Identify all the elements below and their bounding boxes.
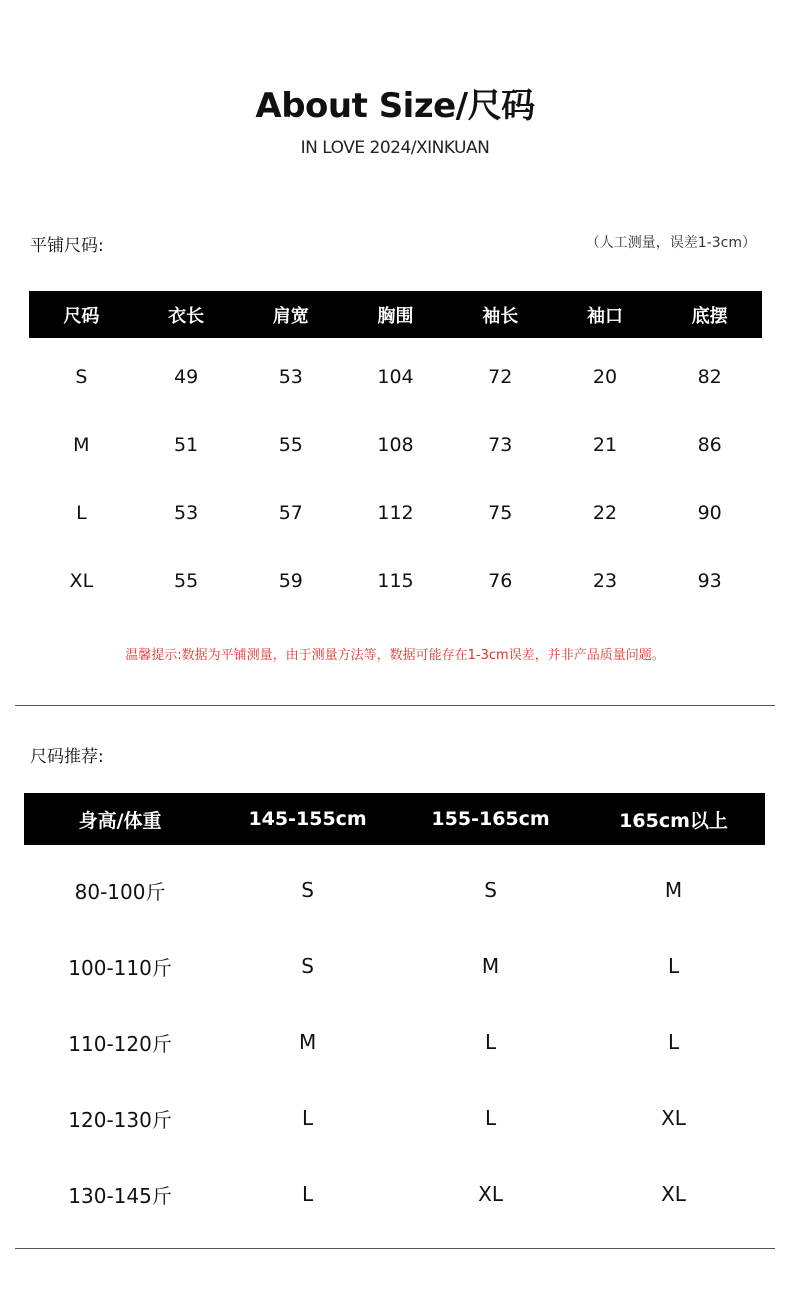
section-divider [15, 705, 775, 706]
table-cell: 22 [592, 502, 618, 524]
table-cell: 21 [592, 434, 618, 456]
column-header: 袖口 [586, 305, 623, 327]
table-cell: 130-145斤 [68, 1183, 172, 1208]
table-row [24, 1004, 765, 1080]
column-header: 衣长 [168, 305, 205, 327]
table-cell: S [301, 878, 314, 902]
table-cell: 53 [173, 502, 199, 524]
table-cell: M [664, 878, 683, 902]
table-cell: 112 [377, 502, 414, 524]
flat-size-label: 平铺尺码: [30, 236, 104, 256]
table-cell: S [75, 366, 88, 388]
recommend-table-header [24, 793, 765, 845]
table-cell: 23 [592, 570, 618, 592]
table-row [29, 343, 762, 411]
table-cell: 55 [278, 434, 303, 456]
table-cell: L [484, 1030, 497, 1054]
table-cell: XL [661, 1182, 686, 1206]
column-header: 身高/体重 [78, 809, 162, 832]
table-cell: 90 [697, 502, 722, 524]
table-cell: 120-130斤 [68, 1107, 172, 1132]
table-cell: L [302, 1106, 314, 1130]
table-cell: 72 [488, 366, 513, 388]
warning-note: 温馨提示:数据为平铺测量，由于测量方法等，数据可能存在1-3cm误差，并非产品质量问题。 [125, 648, 665, 663]
recommend-table-body [24, 852, 765, 1232]
column-header: 底摆 [691, 305, 728, 327]
table-cell: 108 [377, 434, 414, 456]
table-cell: L [302, 1182, 314, 1206]
table-cell: 55 [173, 570, 199, 592]
table-cell: 80-100斤 [74, 879, 166, 904]
table-cell: 82 [697, 366, 722, 388]
table-cell: 59 [278, 570, 303, 592]
column-header: 胸围 [377, 305, 414, 327]
table-cell: 53 [278, 366, 303, 388]
table-cell: S [484, 878, 497, 902]
table-cell: L [667, 1030, 680, 1054]
table-cell: 104 [377, 366, 414, 388]
table-cell: 110-120斤 [68, 1031, 172, 1056]
table-cell: L [667, 954, 680, 978]
table-cell: 115 [377, 570, 414, 592]
table-cell: XL [69, 570, 94, 592]
measurement-note: （人工测量，误差1-3cm） [585, 235, 756, 251]
flat-table-body [29, 343, 762, 615]
table-row [29, 479, 762, 547]
column-header: 肩宽 [272, 305, 309, 327]
table-cell: M [298, 1030, 317, 1054]
table-cell: 76 [488, 570, 513, 592]
column-header: 155-165cm [431, 808, 550, 830]
table-cell: L [484, 1106, 497, 1130]
table-cell: M [481, 954, 500, 978]
flat-table-header [29, 291, 762, 338]
table-cell: 93 [697, 570, 722, 592]
table-cell: M [73, 434, 90, 456]
table-row [24, 852, 765, 928]
recommend-label: 尺码推荐: [30, 747, 104, 767]
column-header: 165cm以上 [619, 809, 728, 832]
table-row [24, 1156, 765, 1232]
table-cell: XL [661, 1106, 686, 1130]
table-cell: 49 [173, 366, 199, 388]
column-header: 145-155cm [248, 808, 367, 830]
table-cell: XL [478, 1182, 503, 1206]
table-cell: 75 [488, 502, 513, 524]
table-cell: 57 [278, 502, 303, 524]
column-header: 袖长 [482, 305, 519, 327]
table-row [29, 547, 762, 615]
table-cell: 86 [697, 434, 722, 456]
table-cell: 100-110斤 [68, 955, 172, 980]
page-title: About Size/尺码 [255, 86, 535, 126]
bottom-divider [15, 1248, 775, 1249]
table-cell: 73 [488, 434, 513, 456]
table-cell: 20 [592, 366, 618, 388]
page-subtitle: IN LOVE 2024/XINKUAN [300, 138, 490, 158]
table-row [24, 928, 765, 1004]
table-cell: L [76, 502, 87, 524]
table-row [24, 1080, 765, 1156]
table-cell: S [301, 954, 314, 978]
column-header: 尺码 [63, 305, 100, 327]
table-cell: 51 [173, 434, 199, 456]
table-row [29, 411, 762, 479]
